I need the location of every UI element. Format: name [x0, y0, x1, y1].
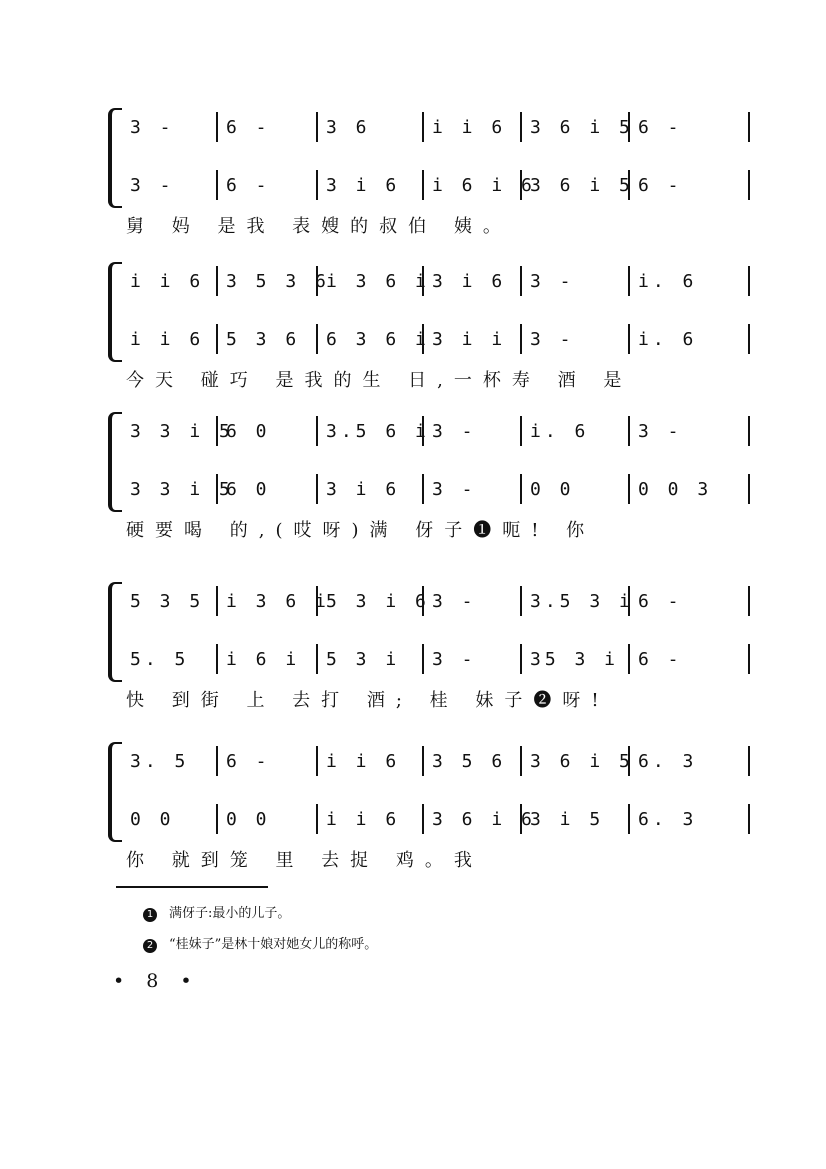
- measure-notes: 3 -: [530, 328, 575, 350]
- system-bracket: [108, 262, 122, 362]
- measure-notes: 3 -: [530, 270, 575, 292]
- barline: [422, 746, 424, 776]
- lower-voice-line: [126, 474, 756, 504]
- measure-notes: i i 6: [326, 750, 401, 772]
- barline: [748, 644, 750, 674]
- barline: [628, 644, 630, 674]
- barline: [216, 324, 218, 354]
- barline: [520, 324, 522, 354]
- measure-notes: i i 6: [130, 270, 205, 292]
- barline: [520, 746, 522, 776]
- barline: [316, 416, 318, 446]
- measure-notes: 3 i 6: [326, 174, 401, 196]
- score-system: [108, 582, 756, 712]
- measure-notes: i 6 i 6: [432, 174, 536, 196]
- barline: [748, 266, 750, 296]
- measure-notes: i 3 6 i: [226, 590, 330, 612]
- barline: [216, 804, 218, 834]
- system-bracket: [108, 108, 122, 208]
- upper-voice-line: [126, 416, 756, 446]
- page-number: • 8 •: [113, 970, 200, 992]
- lower-voice-line: [126, 170, 756, 200]
- lower-voice-line: [126, 804, 756, 834]
- system-bracket: [108, 412, 122, 512]
- measure-notes: 3 6 i 5: [530, 116, 634, 138]
- measure-notes: 3. 5: [130, 750, 190, 772]
- measure-notes: i. 6: [638, 270, 698, 292]
- barline: [628, 804, 630, 834]
- measure-notes: 6 -: [638, 116, 683, 138]
- barline: [748, 170, 750, 200]
- measure-notes: 3 -: [432, 648, 477, 670]
- measure-notes: 5 3 i: [326, 648, 401, 670]
- barline: [216, 586, 218, 616]
- measure-notes: 3 -: [432, 478, 477, 500]
- barline: [316, 112, 318, 142]
- measure-notes: 0 0 3: [638, 478, 713, 500]
- measure-notes: 6 -: [226, 116, 271, 138]
- measure-notes: 0 0: [530, 478, 575, 500]
- measure-notes: 3 -: [130, 116, 175, 138]
- footnote-text-1: 满伢子:最小的儿子。: [169, 906, 291, 921]
- measure-notes: i i 6: [326, 808, 401, 830]
- footnote-marker-2: 2: [143, 939, 157, 953]
- barline: [520, 112, 522, 142]
- measure-notes: i 6 i: [226, 648, 301, 670]
- footnote-1: [143, 902, 290, 922]
- barline: [316, 170, 318, 200]
- measure-notes: i i 6: [432, 116, 507, 138]
- score-system: [108, 742, 756, 872]
- barline: [628, 266, 630, 296]
- measure-notes: 6 -: [638, 590, 683, 612]
- measure-notes: 3 i 5: [530, 808, 605, 830]
- measure-notes: i. 6: [530, 420, 590, 442]
- barline: [520, 586, 522, 616]
- footnote-text-2: “桂妹子”是林十娘对她女儿的称呼。: [169, 937, 378, 952]
- measure-notes: 35 3 i: [530, 648, 620, 670]
- lyrics-line: 快 到街 上 去打 酒; 桂 妹子❷呀!: [126, 690, 610, 711]
- lyrics-line: 今天 碰巧 是我的生 日,一杯寿 酒 是: [126, 370, 633, 391]
- measure-notes: 3 5 6: [432, 750, 507, 772]
- measure-notes: 3.5 3 i: [530, 590, 634, 612]
- footnote-2: [143, 933, 377, 953]
- upper-voice-line: [126, 586, 756, 616]
- measure-notes: 3 -: [432, 420, 477, 442]
- barline: [316, 324, 318, 354]
- system-bracket: [108, 742, 122, 842]
- measure-notes: 5 3 6: [226, 328, 301, 350]
- lower-voice-line: [126, 644, 756, 674]
- measure-notes: 3 -: [130, 174, 175, 196]
- barline: [422, 474, 424, 504]
- measure-notes: 3 5 3 6: [226, 270, 330, 292]
- barline: [520, 474, 522, 504]
- barline: [216, 746, 218, 776]
- upper-voice-line: [126, 266, 756, 296]
- footnote-rule: [116, 886, 268, 888]
- barline: [748, 804, 750, 834]
- measure-notes: 3 3 i 5: [130, 478, 234, 500]
- barline: [628, 416, 630, 446]
- score-system: [108, 262, 756, 392]
- barline: [422, 112, 424, 142]
- barline: [216, 644, 218, 674]
- barline: [216, 112, 218, 142]
- measure-notes: 5. 5: [130, 648, 190, 670]
- lyrics-line: 你 就到笼 里 去捉 鸡。我: [126, 850, 483, 871]
- barline: [748, 324, 750, 354]
- measure-notes: 6 -: [226, 174, 271, 196]
- barline: [422, 170, 424, 200]
- upper-voice-line: [126, 746, 756, 776]
- barline: [520, 416, 522, 446]
- measure-notes: 3 i 6: [326, 478, 401, 500]
- footnote-marker-1: 1: [143, 908, 157, 922]
- measure-notes: 3 i 6: [432, 270, 507, 292]
- barline: [316, 746, 318, 776]
- measure-notes: 6 0: [226, 478, 271, 500]
- measure-notes: 3 -: [432, 590, 477, 612]
- upper-voice-line: [126, 112, 756, 142]
- measure-notes: 3 i i: [432, 328, 507, 350]
- measure-notes: i i 6: [130, 328, 205, 350]
- measure-notes: 3 6 i 5: [530, 174, 634, 196]
- measure-notes: 6. 3: [638, 808, 698, 830]
- measure-notes: 3 6: [326, 116, 371, 138]
- barline: [422, 644, 424, 674]
- lyrics-line: 硬要喝 的,(哎呀)满 伢子❶呃! 你: [126, 520, 596, 541]
- measure-notes: i. 6: [638, 328, 698, 350]
- system-bracket: [108, 582, 122, 682]
- barline: [316, 804, 318, 834]
- measure-notes: 6. 3: [638, 750, 698, 772]
- measure-notes: 6 0: [226, 420, 271, 442]
- measure-notes: 3.5 6 i: [326, 420, 430, 442]
- measure-notes: 0 0: [130, 808, 175, 830]
- measure-notes: 6 -: [638, 174, 683, 196]
- score-system: [108, 412, 756, 542]
- measure-notes: 3 6 i 6: [432, 808, 536, 830]
- barline: [216, 266, 218, 296]
- barline: [422, 804, 424, 834]
- barline: [316, 644, 318, 674]
- measure-notes: 3 -: [638, 420, 683, 442]
- lyrics-line: 舅 妈 是我 表嫂的叔伯 姨。: [126, 216, 512, 237]
- measure-notes: 6 -: [226, 750, 271, 772]
- measure-notes: 3 3 i 5: [130, 420, 234, 442]
- measure-notes: 6 -: [638, 648, 683, 670]
- measure-notes: 5 3 5: [130, 590, 205, 612]
- measure-notes: 0 0: [226, 808, 271, 830]
- barline: [748, 416, 750, 446]
- measure-notes: i 3 6 i: [326, 270, 430, 292]
- barline: [628, 474, 630, 504]
- barline: [216, 170, 218, 200]
- measure-notes: 3 6 i 5: [530, 750, 634, 772]
- barline: [628, 324, 630, 354]
- score-system: [108, 108, 756, 238]
- measure-notes: 5 3 i 6: [326, 590, 430, 612]
- barline: [748, 112, 750, 142]
- barline: [748, 586, 750, 616]
- barline: [748, 474, 750, 504]
- barline: [748, 746, 750, 776]
- measure-notes: 6 3 6 i: [326, 328, 430, 350]
- barline: [520, 266, 522, 296]
- lower-voice-line: [126, 324, 756, 354]
- barline: [316, 474, 318, 504]
- barline: [520, 644, 522, 674]
